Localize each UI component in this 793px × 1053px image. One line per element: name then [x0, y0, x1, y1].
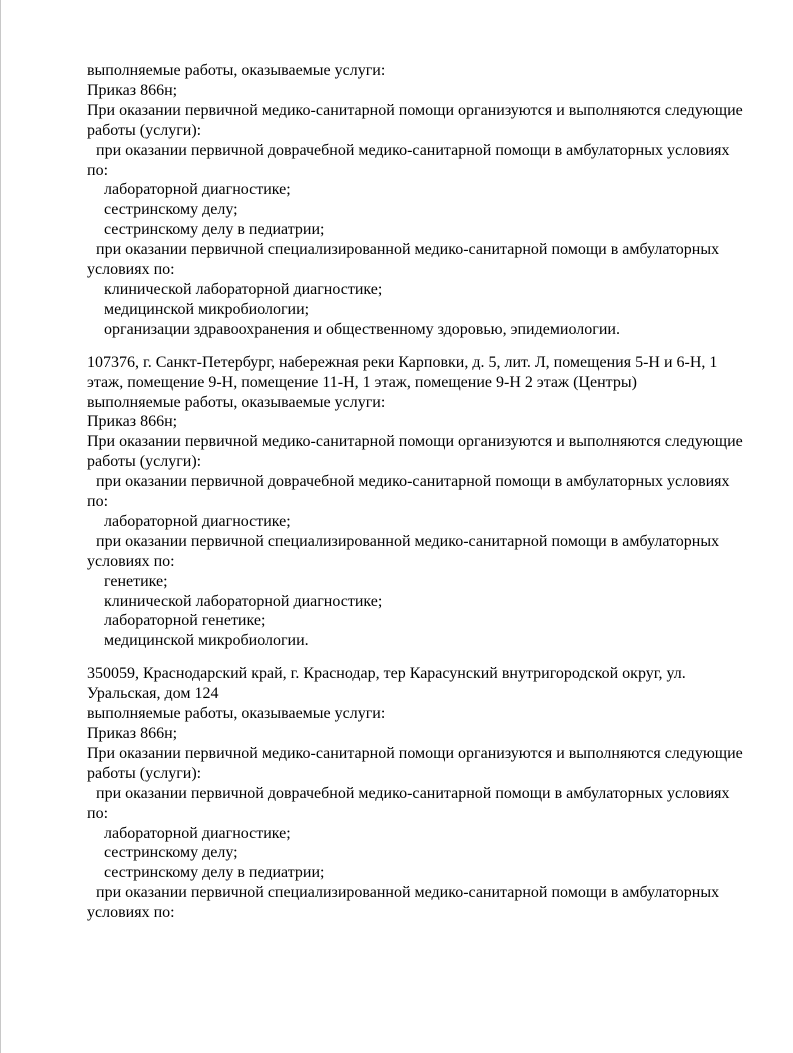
text-line: При оказании первичной медико-санитарной помощи организуются и выполняются следующие: [87, 744, 743, 762]
text-line: медицинской микробиологии;: [104, 300, 310, 318]
text-line: при оказании первичной специализированной медико-санитарной помощи в амбулаторных: [96, 884, 720, 902]
text-line: при оказании первичной специализированной медико-санитарной помощи в амбулаторных: [96, 241, 720, 259]
text-line: сестринскому делу в педиатрии;: [104, 221, 325, 239]
text-line: выполняемые работы, оказываемые услуги:: [87, 705, 386, 723]
text-line: работы (услуги):: [87, 121, 202, 139]
text-line: генетике;: [104, 572, 168, 590]
text-line: 350059, Краснодарский край, г. Краснодар, тер Карасунский внутригородской округ, ул.: [87, 665, 686, 683]
text-line: выполняемые работы, оказываемые услуги:: [87, 393, 386, 411]
text-line: работы (услуги):: [87, 453, 202, 471]
text-line: лабораторной генетике;: [104, 612, 266, 630]
text-line: сестринскому делу;: [104, 844, 238, 862]
text-line: При оказании первичной медико-санитарной помощи организуются и выполняются следующие: [87, 433, 743, 451]
text-line: клинической лабораторной диагностике;: [104, 592, 383, 610]
section-services-1: [87, 61, 777, 340]
text-line: работы (услуги):: [87, 764, 202, 782]
text-line: лабораторной диагностике;: [104, 181, 291, 199]
text-line: организации здравоохранения и общественному здоровью, эпидемиологии.: [104, 320, 620, 338]
text-line: выполняемые работы, оказываемые услуги:: [87, 62, 386, 79]
text-line: условиях по:: [87, 904, 175, 922]
text-line: условиях по:: [87, 261, 175, 279]
text-line: Приказ 866н;: [87, 413, 178, 431]
text-line: Приказ 866н;: [87, 81, 178, 99]
text-line: медицинской микробиологии.: [104, 632, 309, 650]
text-line: условиях по:: [87, 552, 175, 570]
text-line: Приказ 866н;: [87, 725, 178, 742]
section-address-krasnodar: [87, 664, 777, 923]
text-line: по:: [87, 493, 109, 511]
text-line: сестринскому делу в педиатрии;: [104, 864, 325, 882]
text-line: при оказании первичной доврачебной медико-санитарной помощи в амбулаторных условиях: [96, 473, 730, 491]
text-line: Уральская, дом 124: [87, 685, 219, 703]
text-line: по:: [87, 804, 109, 822]
text-line: сестринскому делу;: [104, 201, 238, 219]
text-line: 107376, г. Санкт-Петербург, набережная реки Карповки, д. 5, лит. Л, помещения 5-Н и 6-Н, 1: [87, 353, 718, 371]
text-line: этаж, помещение 9-Н, помещение 11-Н, 1 этаж, помещение 9-Н 2 этаж (Центры): [87, 373, 637, 391]
text-line: лабораторной диагностике;: [104, 824, 291, 842]
text-line: при оказании первичной доврачебной медико-санитарной помощи в амбулаторных условиях: [96, 784, 730, 802]
text-line: при оказании первичной специализированной медико-санитарной помощи в амбулаторных: [96, 532, 720, 550]
text-line: При оказании первичной медико-санитарной помощи организуются и выполняются следующие: [87, 101, 743, 119]
section-address-spb: [87, 353, 777, 652]
text-line: лабораторной диагностике;: [104, 512, 291, 530]
text-line: клинической лабораторной диагностике;: [104, 280, 383, 298]
page-left-edge-line: [0, 0, 1, 1053]
text-line: по:: [87, 161, 109, 179]
text-line: при оказании первичной доврачебной медико-санитарной помощи в амбулаторных условиях: [96, 141, 730, 159]
license-text-block: [87, 61, 777, 923]
